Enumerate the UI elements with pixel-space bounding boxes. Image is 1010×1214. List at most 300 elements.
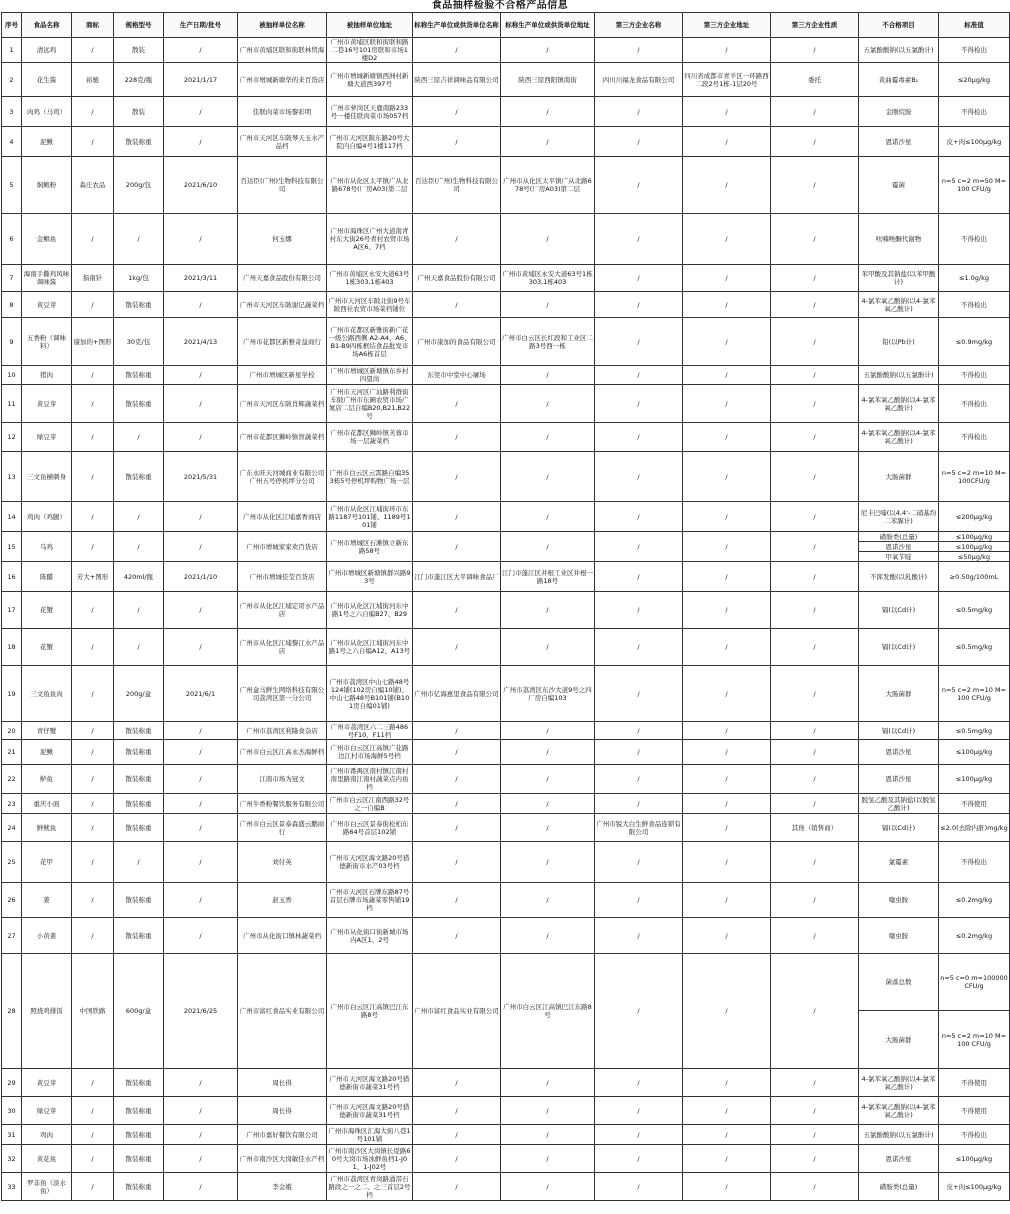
document-title: 食品抽样检验不合格产品信息 (431, 0, 569, 11)
cell-standard: ≤1.0g/kg (939, 265, 1010, 292)
cell-food-name: 罗非鱼（淡水鱼） (22, 1173, 72, 1201)
cell-no: 7 (2, 265, 22, 292)
cell-sampled-address: 广州市白云区云霄路自编353栋5号停机坪购物广场一层 (327, 452, 413, 502)
cell-producer-address: 陕西三原西阳镇南街 (501, 63, 595, 97)
cell-third-party-address: / (683, 502, 771, 532)
cell-third-party-nature: / (771, 452, 859, 502)
cell-brand: / (72, 423, 114, 452)
cell-no: 15 (2, 532, 22, 562)
cell-standard: ≤100μg/kg (939, 1145, 1010, 1173)
cell-third-party-nature: / (771, 629, 859, 666)
cell-producer-address: / (501, 1125, 595, 1145)
cell-third-party-address: / (683, 918, 771, 954)
cell-food-name: 重庆小面 (22, 794, 72, 814)
cell-producer-name: / (413, 292, 501, 318)
header-col-sampled-unit: 被抽样单位名称 (238, 13, 327, 38)
cell-third-party-address: 四川省成都市青羊区一环路西二段2号1栋-1层20号 (683, 63, 771, 97)
header-col-spec: 规格型号 (114, 13, 164, 38)
cell-food-name: 照烧鸡排饭 (22, 954, 72, 1069)
table-row (2, 292, 1010, 318)
cell-third-party-address: / (683, 1069, 771, 1097)
cell-spec: 散装称重 (114, 1145, 164, 1173)
cell-third-party-address: / (683, 1145, 771, 1173)
cell-third-party-address: / (683, 265, 771, 292)
cell-third-party-name: / (595, 318, 683, 366)
cell-third-party-nature: / (771, 265, 859, 292)
cell-sampled-address: 广州市黄埔区联和街联和路二巷16号101房联和市场1楼D2 (327, 38, 413, 63)
cell-spec: / (114, 502, 164, 532)
cell-food-name: 花甲 (22, 842, 72, 883)
cell-third-party-address: / (683, 562, 771, 592)
cell-third-party-address: / (683, 629, 771, 666)
cell-food-name: 鲜鱿鱼 (22, 814, 72, 842)
cell-brand: / (72, 292, 114, 318)
table-row (2, 385, 1010, 423)
cell-third-party-address: / (683, 532, 771, 562)
table-row (2, 765, 1010, 794)
cell-spec: 散装称重 (114, 1125, 164, 1145)
cell-third-party-name: / (595, 366, 683, 385)
cell-no: 13 (2, 452, 22, 502)
cell-third-party-name: / (595, 127, 683, 157)
cell-spec: 600g/盒 (114, 954, 164, 1069)
cell-brand: / (72, 1069, 114, 1097)
cell-spec: 散装称重 (114, 918, 164, 954)
cell-spec: 散装称重 (114, 1097, 164, 1125)
cell-no: 23 (2, 794, 22, 814)
cell-sampled-address: 广州市花都区新雅街新广花一级公路西侧 A2-A4、A6、B1-B9四栋框结食品批发市场A6栋首层 (327, 318, 413, 366)
cell-date: / (164, 740, 238, 765)
cell-sampled-address: 广州市天河区广汕路利群街车陂广州市东圃农贸市场广氮店二层自编B20,B21,B22号 (327, 385, 413, 423)
cell-third-party-nature: / (771, 423, 859, 452)
cell-third-party-nature: / (771, 385, 859, 423)
cell-no: 27 (2, 918, 22, 954)
cell-sampled-unit: 佳联肉菜市场黎彩明 (238, 97, 327, 127)
cell-spec: / (114, 842, 164, 883)
table-row (2, 954, 1010, 1011)
cell-food-name: 三文鱼横刺身 (22, 452, 72, 502)
cell-spec: 散装称重 (114, 814, 164, 842)
table-row (2, 814, 1010, 842)
cell-brand: 裕驰 (72, 63, 114, 97)
cell-third-party-address: / (683, 842, 771, 883)
cell-sampled-address: 广州市天河区陂东路20号大院内自编4号1楼117档 (327, 127, 413, 157)
cell-standard: 不得使用 (939, 794, 1010, 814)
cell-food-name: 海南手撕鸡风味调味酱 (22, 265, 72, 292)
cell-standard: n=5 c=2 m=10 M=100CFU/g (939, 452, 1010, 502)
cell-no: 9 (2, 318, 22, 366)
cell-producer-name: / (413, 883, 501, 918)
cell-failed-item: 大肠菌群 (859, 452, 939, 502)
cell-no: 10 (2, 366, 22, 385)
cell-standard: ≤100μg/kg (939, 765, 1010, 794)
cell-sampled-address: 广州市白云区江高镇广花路边江村市场海鲜5号档 (327, 740, 413, 765)
cell-sampled-address: 广州市从化区江埔街河东中路1号之六自编A12、A13号 (327, 629, 413, 666)
cell-sampled-unit: 广州市白云区江高永杰海鲜档 (238, 740, 327, 765)
table-row (2, 1125, 1010, 1145)
cell-sampled-address: 广州市荔湾区青岗路涌滘石路段之一之二、之三首层2号档 (328, 1174, 411, 1199)
cell-producer-name: / (413, 532, 501, 562)
cell-third-party-nature: / (771, 97, 859, 127)
cell-no: 11 (2, 385, 22, 423)
cell-brand: / (72, 794, 114, 814)
cell-third-party-name: / (595, 1173, 683, 1201)
cell-third-party-address: / (683, 452, 771, 502)
cell-third-party-nature: / (771, 292, 859, 318)
cell-no: 32 (2, 1145, 22, 1173)
cell-third-party-address: / (683, 214, 771, 265)
cell-standard: 皮+肉≤100μg/kg (939, 1173, 1010, 1201)
cell-spec: 散装称重 (114, 127, 164, 157)
cell-third-party-nature: / (771, 1069, 859, 1097)
table-row (2, 265, 1010, 292)
table-row (2, 532, 1010, 542)
cell-producer-name: / (413, 1125, 501, 1145)
table-row (2, 1097, 1010, 1125)
cell-no: 30 (2, 1097, 22, 1125)
cell-third-party-address: / (683, 157, 771, 214)
cell-spec: 散装 (114, 97, 164, 127)
cell-brand: / (72, 97, 114, 127)
cell-third-party-address: / (683, 423, 771, 452)
cell-no: 31 (2, 1125, 22, 1145)
table-row (2, 842, 1010, 883)
cell-sampled-unit: 广州市荔湾区利隆食杂店 (238, 722, 327, 740)
cell-spec: 散装称重 (114, 452, 164, 502)
cell-third-party-name: / (595, 385, 683, 423)
cell-brand: / (72, 1125, 114, 1145)
cell-third-party-address: / (683, 954, 771, 1069)
cell-food-name: 黄豆芽 (22, 1069, 72, 1097)
cell-third-party-nature: / (771, 722, 859, 740)
cell-no: 8 (2, 292, 22, 318)
cell-sampled-unit: 刘付英 (238, 842, 327, 883)
cell-spec: 散装称重 (114, 794, 164, 814)
cell-food-name: 姜 (22, 883, 72, 918)
header-col-date: 生产日期/批号 (164, 13, 238, 38)
cell-date: / (164, 292, 238, 318)
cell-brand: 中国铁路 (72, 954, 114, 1069)
cell-standard: n=5 c=2 m=10 M=100 CFU/g (939, 666, 1010, 722)
cell-producer-name: / (413, 1069, 501, 1097)
cell-sampled-address: 广州市从化区江埔街环市东路1187号101铺、1189号101铺 (327, 502, 413, 532)
cell-sampled-address: 广州市白云区江高镇巴江东路8号 (327, 954, 413, 1069)
cell-food-name: 鲈鱼 (22, 765, 72, 794)
cell-sampled-unit: 广州天嘉食品股份有限公司 (238, 265, 327, 292)
cell-brand: / (72, 452, 114, 502)
table-row (2, 97, 1010, 127)
cell-food-name: 绿豆芽 (22, 423, 72, 452)
cell-date: 2021/3/11 (164, 265, 238, 292)
cell-producer-address: / (501, 1145, 595, 1173)
cell-failed-item: 噻虫胺 (859, 918, 939, 954)
cell-third-party-nature: / (771, 842, 859, 883)
table-row (2, 592, 1010, 629)
cell-failed-item: 苯甲酸及其钠盐(以苯甲酸计) (859, 265, 939, 292)
cell-producer-address: / (501, 97, 595, 127)
cell-food-name: 鸡肉（鸡腿） (22, 502, 72, 532)
cell-third-party-nature: / (771, 954, 859, 1069)
cell-producer-name: / (413, 127, 501, 157)
cell-producer-name: 广州天嘉食品股份有限公司 (413, 265, 501, 292)
cell-no: 1 (2, 38, 22, 63)
cell-no: 12 (2, 423, 22, 452)
cell-third-party-name: / (595, 1097, 683, 1125)
cell-third-party-name: / (595, 1145, 683, 1173)
cell-brand: / (72, 532, 114, 562)
cell-standard: 不得检出 (939, 366, 1010, 385)
cell-no: 19 (2, 666, 22, 722)
cell-sampled-unit: 广州市从化街口镇林蔬菜档 (238, 918, 327, 954)
cell-sampled-address: 广州市增城区石滩镇立新东路58号 (327, 532, 413, 562)
cell-brand: / (72, 814, 114, 842)
cell-third-party-name: / (595, 842, 683, 883)
cell-producer-name: 广州市康加的食品有限公司 (413, 318, 501, 366)
cell-sampled-address: 广州市黄埔区永安大道63号1栋303,1栋403 (327, 265, 413, 292)
cell-date: 2021/6/1 (164, 666, 238, 722)
cell-brand: / (72, 765, 114, 794)
cell-third-party-name: / (595, 1069, 683, 1097)
cell-failed-item: 镉(以Cd计) (859, 592, 939, 629)
cell-failed-item: 大肠菌群 (859, 666, 939, 722)
table-row (2, 722, 1010, 740)
cell-sampled-unit: 广州市从化区江埔定哥水产品店 (238, 592, 327, 629)
table-row (2, 38, 1010, 63)
cell-producer-name: 广州市富红食品实业有限公司 (413, 954, 501, 1069)
cell-food-name: 五香粉（调味料） (22, 318, 72, 366)
cell-failed-item: 4-氯苯氧乙酸钠(以4-氯苯氧乙酸计) (859, 1069, 939, 1097)
cell-sampled-unit: 广州市增城家家欢百货店 (238, 532, 327, 562)
cell-date: / (164, 127, 238, 157)
cell-brand: / (72, 740, 114, 765)
cell-third-party-address: / (683, 1097, 771, 1125)
cell-no: 17 (2, 592, 22, 629)
cell-third-party-nature: / (771, 157, 859, 214)
cell-producer-address: / (501, 214, 595, 265)
cell-brand: / (72, 918, 114, 954)
cell-producer-address: / (501, 629, 595, 666)
cell-standard: ≤100μg/kg (939, 542, 1010, 552)
cell-third-party-name: / (595, 423, 683, 452)
cell-food-name: 青仔蟹 (22, 722, 72, 740)
cell-sampled-unit: 广州盒马鲜生网络科技有限公司荔湾区第一分公司 (238, 666, 327, 722)
cell-third-party-nature: / (771, 502, 859, 532)
table-row (2, 452, 1010, 502)
cell-producer-address: / (501, 366, 595, 385)
cell-third-party-name: / (595, 38, 683, 63)
cell-standard: ≤100μg/kg (939, 740, 1010, 765)
table-row (2, 1173, 1010, 1201)
cell-sampled-unit: 广州市嘉好餐饮有限公司 (238, 1125, 327, 1145)
cell-date: / (164, 366, 238, 385)
cell-producer-address: 广州市白云区江高镇巴江东路8号 (501, 954, 595, 1069)
cell-standard: ≥0.50g/100mL (939, 562, 1010, 592)
cell-producer-name: / (413, 502, 501, 532)
cell-no: 2 (2, 63, 22, 97)
table-row (2, 502, 1010, 532)
cell-spec: 200g/盒 (114, 666, 164, 722)
cell-brand: / (72, 127, 114, 157)
cell-sampled-address: 广州市天河区车陂北街9号车陂西社农贸市场菜档铺位 (327, 292, 413, 318)
cell-failed-item: 磺胺类(总量) (859, 1173, 939, 1201)
table-row (2, 366, 1010, 385)
cell-sampled-unit: 广州市增城区新星学校 (238, 366, 327, 385)
cell-brand: / (72, 385, 114, 423)
cell-spec: 散装称重 (114, 1069, 164, 1097)
cell-sampled-unit: 广州市南沙区大岗敏佳水产档 (238, 1145, 327, 1173)
cell-producer-address: / (501, 1173, 595, 1201)
cell-sampled-unit: 李金娥 (238, 1173, 327, 1201)
cell-third-party-nature: / (771, 366, 859, 385)
cell-sampled-unit: 江南市场为冠文 (238, 765, 327, 794)
cell-brand: / (72, 629, 114, 666)
cell-third-party-name: / (595, 629, 683, 666)
cell-date: / (164, 814, 238, 842)
cell-food-name: 黄花鱼 (22, 1145, 72, 1173)
cell-no: 16 (2, 562, 22, 592)
table-header-row (2, 13, 1010, 38)
cell-brand: / (72, 722, 114, 740)
cell-brand: / (72, 502, 114, 532)
cell-producer-name: / (413, 423, 501, 452)
cell-third-party-name: / (595, 157, 683, 214)
cell-brand: / (72, 592, 114, 629)
cell-third-party-address: / (683, 1173, 771, 1201)
cell-producer-name: 广州市亿海惠里食品有限公司 (413, 666, 501, 722)
cell-sampled-unit: 广州市天河区车陂肖辉蔬菜档 (238, 385, 327, 423)
cell-food-name: 乌鸡 (22, 532, 72, 562)
cell-third-party-name: / (595, 954, 683, 1069)
cell-producer-name: / (413, 1173, 501, 1201)
cell-producer-name: / (413, 918, 501, 954)
cell-producer-address: 广州市荔湾区东沙大道9号之四厂房自编103 (501, 666, 595, 722)
cell-failed-item: 甲氧苄啶 (859, 552, 939, 562)
header-col-third-party-name: 第三方企业名称 (595, 13, 683, 38)
cell-brand: / (72, 214, 114, 265)
cell-spec: 散装称重 (114, 292, 164, 318)
cell-spec: 228克/瓶 (114, 63, 164, 97)
cell-spec: 散装称重 (114, 1173, 164, 1201)
cell-food-name: 泥鳅 (22, 127, 72, 157)
table-row (2, 794, 1010, 814)
cell-standard: ≤100μg/kg (939, 532, 1010, 542)
cell-failed-item: 4-氯苯氧乙酸钠(以4-氯苯氧乙酸计) (859, 385, 939, 423)
cell-food-name: 清远鸡 (22, 38, 72, 63)
cell-standard: 不得检出 (939, 423, 1010, 452)
cell-date: 2021/1/10 (164, 562, 238, 592)
table-row (2, 918, 1010, 954)
cell-producer-address: / (501, 794, 595, 814)
cell-date: 2021/1/17 (164, 63, 238, 97)
cell-date: 2021/5/31 (164, 452, 238, 502)
cell-brand: 康加的+图形 (72, 318, 114, 366)
cell-date: / (164, 423, 238, 452)
cell-standard: n=5 c=0 m=100000 CFU/g (939, 954, 1010, 1011)
table-row (2, 1145, 1010, 1173)
cell-third-party-nature: / (771, 532, 859, 562)
cell-producer-name: / (413, 722, 501, 740)
cell-sampled-unit: 广州市富红食品实业有限公司 (238, 954, 327, 1069)
cell-sampled-address: 广州市南沙区大岗镇长堤路60号大岗市场冰鲜鱼档1-J01、1-J02号 (328, 1146, 411, 1171)
cell-date: / (164, 592, 238, 629)
cell-date: / (164, 214, 238, 265)
cell-producer-name: / (413, 592, 501, 629)
cell-third-party-address: / (683, 1125, 771, 1145)
cell-producer-name: / (413, 385, 501, 423)
cell-third-party-name: / (595, 765, 683, 794)
cell-brand: / (72, 38, 114, 63)
cell-spec: / (114, 423, 164, 452)
cell-third-party-address: / (683, 592, 771, 629)
cell-failed-item: 磺胺类(总量) (859, 532, 939, 542)
cell-brand: / (72, 1145, 114, 1173)
cell-producer-name: / (413, 1097, 501, 1125)
cell-failed-item: 五氯酚酸钠(以五氯酚计) (859, 366, 939, 385)
cell-date: / (164, 1145, 238, 1173)
cell-producer-name: 江门市蓬江区大平调味食品厂 (413, 562, 501, 592)
cell-no: 18 (2, 629, 22, 666)
cell-date: / (164, 38, 238, 63)
cell-third-party-nature: / (771, 562, 859, 592)
cell-third-party-address: / (683, 765, 771, 794)
table-row (2, 127, 1010, 157)
cell-third-party-name: / (595, 292, 683, 318)
cell-third-party-nature: / (771, 794, 859, 814)
cell-producer-address: / (501, 385, 595, 423)
cell-spec: 散装称重 (114, 765, 164, 794)
cell-standard: 不得检出 (939, 214, 1010, 265)
cell-standard: 不得检出 (939, 842, 1010, 883)
table-row (2, 423, 1010, 452)
cell-producer-address: / (501, 592, 595, 629)
cell-date: / (164, 97, 238, 127)
cell-no: 21 (2, 740, 22, 765)
cell-food-name: 鸡肉 (22, 1125, 72, 1145)
cell-date: / (164, 883, 238, 918)
cell-third-party-address: / (683, 127, 771, 157)
cell-sampled-address: 广州市增城区新塘镇群兴路93号 (327, 562, 413, 592)
cell-sampled-unit: 广州市天河区车陂谢记蔬菜档 (238, 292, 327, 318)
cell-sampled-address: 广州市海珠区汇海大街八巷1号101铺 (328, 1126, 411, 1143)
cell-failed-item: 4-氯苯氧乙酸钠(以4-氯苯氧乙酸计) (859, 1097, 939, 1125)
cell-third-party-nature: / (771, 38, 859, 63)
cell-third-party-nature: / (771, 740, 859, 765)
cell-sampled-address: 广州市荔湾区中山七路48号124铺(102房自编10铺)、中山七路48号B101铺(B101房自编01铺) (327, 666, 413, 722)
header-col-third-party-nature: 第三方企业性质 (771, 13, 859, 38)
cell-third-party-name: / (595, 592, 683, 629)
table-row (2, 63, 1010, 97)
cell-standard: n=5 c=2 m=10 M=100 CFU/g (939, 1011, 1010, 1069)
cell-spec: 420ml/瓶 (114, 562, 164, 592)
cell-third-party-address: / (683, 38, 771, 63)
cell-failed-item: 不挥发酸(以乳酸计) (859, 562, 939, 592)
cell-standard: ≤0.5mg/kg (939, 592, 1010, 629)
cell-producer-name: / (413, 629, 501, 666)
cell-no: 29 (2, 1069, 22, 1097)
cell-standard: 不得检出 (939, 97, 1010, 127)
cell-sampled-address: 广州市白云区景泰街松柏东路64号首层102铺 (327, 814, 413, 842)
cell-failed-item: 4-氯苯氧乙酸钠(以4-氯苯氧乙酸计) (859, 292, 939, 318)
cell-date: / (164, 1097, 238, 1125)
cell-third-party-address: / (683, 814, 771, 842)
cell-brand: 森庄农品 (72, 157, 114, 214)
cell-sampled-unit: 广州市天河区车陂琴天玉水产品档 (238, 127, 327, 157)
cell-third-party-nature: / (771, 592, 859, 629)
cell-no: 6 (2, 214, 22, 265)
cell-third-party-nature: / (771, 214, 859, 265)
cell-spec: 散装 (114, 38, 164, 63)
header-col-producer-address: 标称生产单位或供货单位地址 (501, 13, 595, 38)
